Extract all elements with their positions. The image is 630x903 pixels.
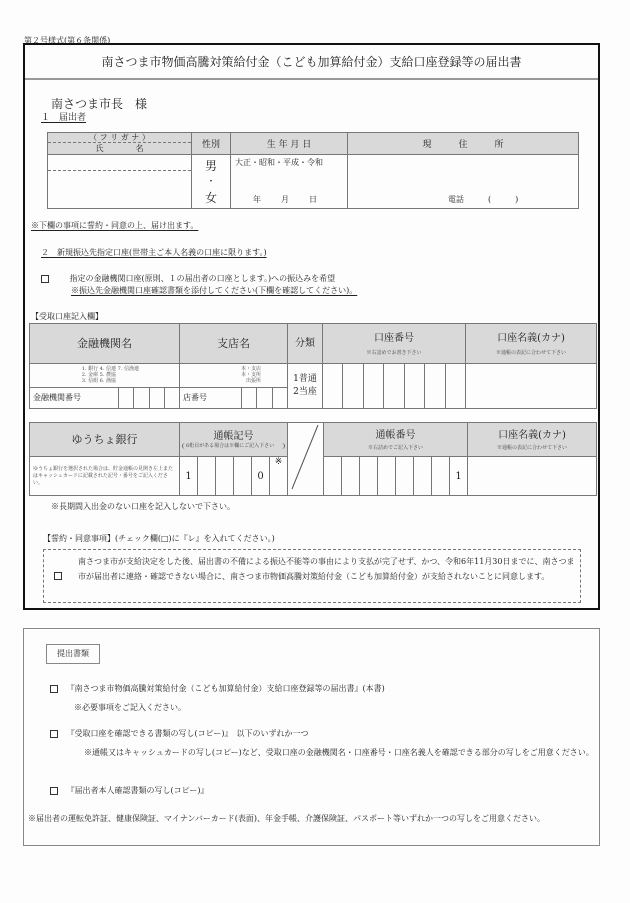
bank-code-digit[interactable] bbox=[119, 388, 134, 409]
account-digit-cell[interactable] bbox=[323, 364, 343, 409]
gender-header: 性別 bbox=[192, 133, 231, 155]
furigana-field[interactable] bbox=[48, 155, 191, 171]
section1-heading: １ 届出者 bbox=[41, 113, 87, 123]
account-type-current[interactable]: 2当座 bbox=[293, 387, 317, 397]
transfer-checkbox[interactable] bbox=[41, 275, 49, 283]
branch-type-line: 本・支店 bbox=[240, 365, 261, 372]
form-number: 第２号様式(第６条関係) bbox=[24, 36, 111, 45]
document-label: 『受取口座を確認できる書類の写し(コピー)』 以下のいずれか一つ bbox=[66, 729, 309, 738]
name-header-cell bbox=[48, 133, 192, 155]
yucho-note: ゆうちょ銀行を選択された場合は、貯金通帳の見開き左上またはキャッシュカードに記載された記号・番号をご記入ください。 bbox=[30, 457, 180, 496]
account-table bbox=[29, 323, 597, 409]
document-checkbox[interactable] bbox=[50, 787, 58, 795]
branch-name-header: 支店名 bbox=[180, 324, 288, 364]
document-item[interactable] bbox=[50, 684, 385, 694]
id-documents-note: ※届出者の運転免許証、健康保険証、マイナンバーカード(表面)、年金手帳、介護保険証、パスポート等いずれか一つの写しをご用意ください。 bbox=[28, 814, 545, 823]
branch-code-label: 店番号 bbox=[180, 388, 242, 409]
number-digit[interactable] bbox=[360, 457, 378, 496]
consent-note: ※下欄の事項に誓約・同意の上、届け出ます。 bbox=[31, 221, 199, 230]
symbol-digit[interactable]: 1 bbox=[180, 457, 198, 496]
symbol-header: 通帳記号 bbox=[213, 431, 254, 443]
document-item[interactable] bbox=[50, 786, 208, 796]
account-type-select[interactable] bbox=[288, 364, 323, 409]
account-type-ordinary[interactable]: 1普通 bbox=[293, 374, 317, 384]
transfer-checkbox-label: 指定の金融機関口座(原則、１の届出者の口座とします。)への振込みを希望 bbox=[69, 274, 336, 283]
bank-type-select[interactable] bbox=[30, 364, 180, 388]
applicant-table bbox=[47, 132, 579, 209]
account-section-heading: 【受取口座記入欄】 bbox=[31, 312, 103, 321]
oath-checkbox[interactable] bbox=[54, 572, 62, 580]
document-label: 『南さつま市物価高騰対策給付金（こども加算給付金）支給口座登録等の届出書』(本書) bbox=[66, 684, 385, 693]
name-input-cell[interactable] bbox=[48, 155, 192, 209]
address-header: 現 住 所 bbox=[348, 133, 579, 155]
transfer-note: ※振込先金融機関口座確認書類を添付してください(下欄を確認してください)。 bbox=[71, 286, 358, 295]
document-item[interactable] bbox=[50, 729, 308, 739]
account-number-header-cell bbox=[323, 324, 466, 364]
gender-select[interactable] bbox=[192, 155, 231, 209]
furigana-header: （ フ リ ガ ナ ） bbox=[48, 133, 191, 143]
birthdate-header: 生 年 月 日 bbox=[231, 133, 348, 155]
account-holder-field[interactable] bbox=[466, 364, 597, 409]
branch-code-digit[interactable] bbox=[272, 388, 287, 409]
documents-heading: 提出書類 bbox=[46, 644, 100, 664]
account-digit-cell[interactable] bbox=[343, 364, 363, 409]
symbol-digit[interactable] bbox=[234, 457, 252, 496]
gender-female-option[interactable]: 女 bbox=[204, 190, 217, 205]
number-digit[interactable] bbox=[414, 457, 432, 496]
account-holder-header: 口座名義(カナ) bbox=[497, 332, 565, 344]
branch-type-line: 本・支所 bbox=[240, 371, 261, 378]
branch-code-digit[interactable] bbox=[241, 388, 256, 409]
number-digit[interactable] bbox=[342, 457, 360, 496]
document-checkbox[interactable] bbox=[50, 685, 58, 693]
account-holder-header-cell bbox=[466, 324, 597, 364]
section2-heading: ２ 新規振込先指定口座(世帯主ご本人名義の口座に限ります。) bbox=[41, 248, 267, 257]
oath-heading: 【誓約・同意事項】(チェック欄(□)に『レ』を入れてください。) bbox=[43, 534, 275, 543]
name-field[interactable] bbox=[48, 171, 191, 208]
number-digit[interactable] bbox=[324, 457, 342, 496]
branch-type-select[interactable] bbox=[180, 364, 288, 388]
day-label: 日 bbox=[309, 195, 317, 204]
birthdate-field[interactable] bbox=[231, 155, 348, 209]
diagonal-slash bbox=[288, 423, 323, 491]
number-digit[interactable] bbox=[396, 457, 414, 496]
form-title-bar bbox=[25, 45, 598, 80]
form-title: 南さつま市物価高騰対策給付金（こども加算給付金）支給口座登録等の届出書 bbox=[101, 55, 522, 69]
account-digit-cell[interactable] bbox=[404, 364, 424, 409]
account-digit-cell[interactable] bbox=[363, 364, 383, 409]
yucho-holder-note: ※通帳の表記に合わせて下さい bbox=[496, 444, 567, 451]
branch-code-digit[interactable] bbox=[257, 388, 272, 409]
bank-type-line: 3. 信組 6. 漁協 bbox=[81, 377, 117, 384]
era-options[interactable]: 大正・昭和・平成・令和 bbox=[235, 158, 323, 167]
yucho-holder-field[interactable] bbox=[468, 457, 597, 496]
branch-type-line: 出張所 bbox=[245, 377, 261, 384]
account-digit-cell[interactable] bbox=[384, 364, 404, 409]
bank-type-line: 2. 金庫 5. 農協 bbox=[81, 371, 117, 378]
bank-code-digit[interactable] bbox=[149, 388, 164, 409]
number-digit[interactable]: 1 bbox=[450, 457, 468, 496]
symbol-sixth-digit[interactable]: ※ bbox=[270, 457, 288, 496]
yucho-holder-header: 口座名義(カナ) bbox=[498, 429, 566, 441]
number-header-cell bbox=[324, 423, 468, 457]
yucho-table bbox=[29, 422, 597, 496]
address-field[interactable] bbox=[348, 155, 579, 209]
phone-field[interactable]: ( ) bbox=[488, 195, 519, 204]
bank-code-digit[interactable] bbox=[134, 388, 149, 409]
document-label: 『届出者本人確認書類の写し(コピー)』 bbox=[66, 786, 209, 795]
slash-divider-cell bbox=[288, 423, 324, 496]
oath-text: 南さつま市が支給決定をした後、届出書の不備による振込不能等の事由により支払が完了せず、かつ、令和6年11月30日までに、南さつま市が届出者に連絡・確認できない場合に、南さつま市物価高騰対策給付金（こども加算給付金）が支給されないことに同意します。 bbox=[78, 557, 575, 581]
number-header: 通帳番号 bbox=[375, 429, 416, 441]
gender-separator: ・ bbox=[206, 176, 216, 187]
registration-form bbox=[23, 43, 600, 610]
symbol-header-cell bbox=[180, 423, 288, 457]
number-digit[interactable] bbox=[378, 457, 396, 496]
bank-code-digit[interactable] bbox=[164, 388, 179, 409]
account-digit-cell[interactable] bbox=[425, 364, 445, 409]
symbol-digit[interactable] bbox=[216, 457, 234, 496]
gender-male-option[interactable]: 男 bbox=[204, 158, 217, 173]
required-documents-frame bbox=[23, 628, 600, 846]
document-checkbox[interactable] bbox=[50, 730, 58, 738]
name-header: 氏 名 bbox=[95, 144, 144, 153]
type-header: 分類 bbox=[288, 324, 323, 364]
account-digit-cell[interactable] bbox=[445, 364, 465, 409]
phone-label: 電話 bbox=[448, 195, 464, 204]
bank-code-label: 金融機関番号 bbox=[30, 388, 119, 409]
yucho-holder-header-cell bbox=[468, 423, 597, 457]
bank-type-line: 1. 銀行 4. 信連 7. 信漁連 bbox=[81, 365, 139, 372]
document-note: ※通帳又はキャッシュカードの写し(コピー)など、受取口座の金融機関名・口座番号・口座名義人を確認できる部分の写しをご用意ください。 bbox=[84, 748, 594, 757]
year-label: 年 bbox=[253, 195, 261, 204]
symbol-note: 6桁目がある場合は※欄にご記入下さい bbox=[182, 443, 285, 449]
account-number-header: 口座番号 bbox=[374, 332, 414, 344]
month-label: 月 bbox=[281, 195, 289, 204]
dormant-note: ※長期間入出金のない口座を記入しないで下さい。 bbox=[51, 502, 235, 511]
symbol-digit[interactable]: 0 bbox=[252, 457, 270, 496]
symbol-digit[interactable] bbox=[198, 457, 216, 496]
bank-name-header: 金融機関名 bbox=[30, 324, 180, 364]
oath-box bbox=[43, 549, 581, 603]
account-holder-note: ※通帳の表記に合わせて下さい bbox=[495, 349, 566, 356]
number-digit[interactable] bbox=[432, 457, 450, 496]
transfer-option[interactable] bbox=[41, 274, 335, 284]
addressee: 南さつま市長 様 bbox=[51, 97, 148, 111]
number-note: ※右詰めでご記入下さい bbox=[367, 444, 423, 451]
document-note: ※必要事項をご記入ください。 bbox=[74, 703, 186, 712]
account-number-note: ※右詰めでお書き下さい bbox=[366, 349, 422, 356]
yucho-bank-header: ゆうちょ銀行 bbox=[30, 423, 180, 457]
